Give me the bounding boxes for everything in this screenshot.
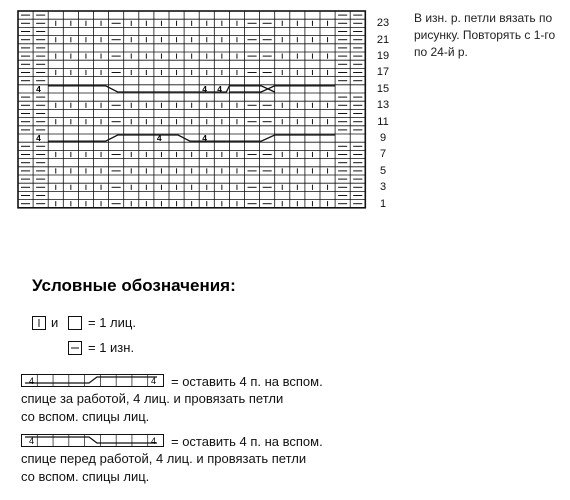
cable-front-line3: со вспом. спицы лиц. [21,469,150,484]
cable-back-symbol-icon [21,374,164,387]
legend-title: Условные обозначения: [32,276,236,295]
cable-label: 4 [156,133,162,144]
cable-back-line3: со вспом. спицы лиц. [21,409,150,424]
chart-note: В изн. р. петли вязать по рисунку. Повторять с 1-го по 24-й р. [414,11,556,59]
row-number: 9 [379,132,387,144]
row-number: 17 [376,66,390,79]
cable-label: 4 [202,133,207,144]
cable-back-line1: = оставить 4 п. на вспом. [171,374,323,389]
legend-knit-text: = 1 лиц. [88,315,136,330]
cable-label: 4 [217,84,223,94]
cable-front-symbol-icon [21,434,164,447]
cable-label: 4 [202,84,207,94]
chart-cell [36,133,41,143]
row-number: 21 [376,33,390,46]
row-number: 3 [379,181,387,194]
cable-front-line1: = оставить 4 п. на вспом. [171,434,323,449]
cable-front-num-right: 4 [151,436,157,446]
cable-front-num-left: 4 [29,436,35,446]
legend-and: и [51,315,59,330]
cable-back-num-right: 4 [151,376,157,386]
row-number: 5 [379,164,387,177]
row-number: 19 [376,50,390,62]
cable-label: 4 [36,84,41,94]
row-number: 1 [379,197,387,210]
chart-cell [36,84,41,94]
cable-front-line2: спице перед работой, 4 лиц. и провязать петли [21,451,307,466]
row-number: 23 [376,17,390,30]
cable-back-line2: спице за работой, 4 лиц. и провязать петли [21,391,284,406]
knit-symbol-icon [32,316,46,330]
row-number: 7 [379,148,387,161]
row-number: 13 [376,99,390,112]
cable-layer [48,86,335,144]
cable-label: 4 [36,133,41,144]
cable-back-num-left: 4 [29,376,35,386]
legend-purl-text: = 1 изн. [88,340,135,355]
row-number: 15 [376,82,390,95]
row-number: 11 [377,115,389,128]
empty-square-icon [68,316,82,330]
purl-symbol-icon [68,341,82,355]
